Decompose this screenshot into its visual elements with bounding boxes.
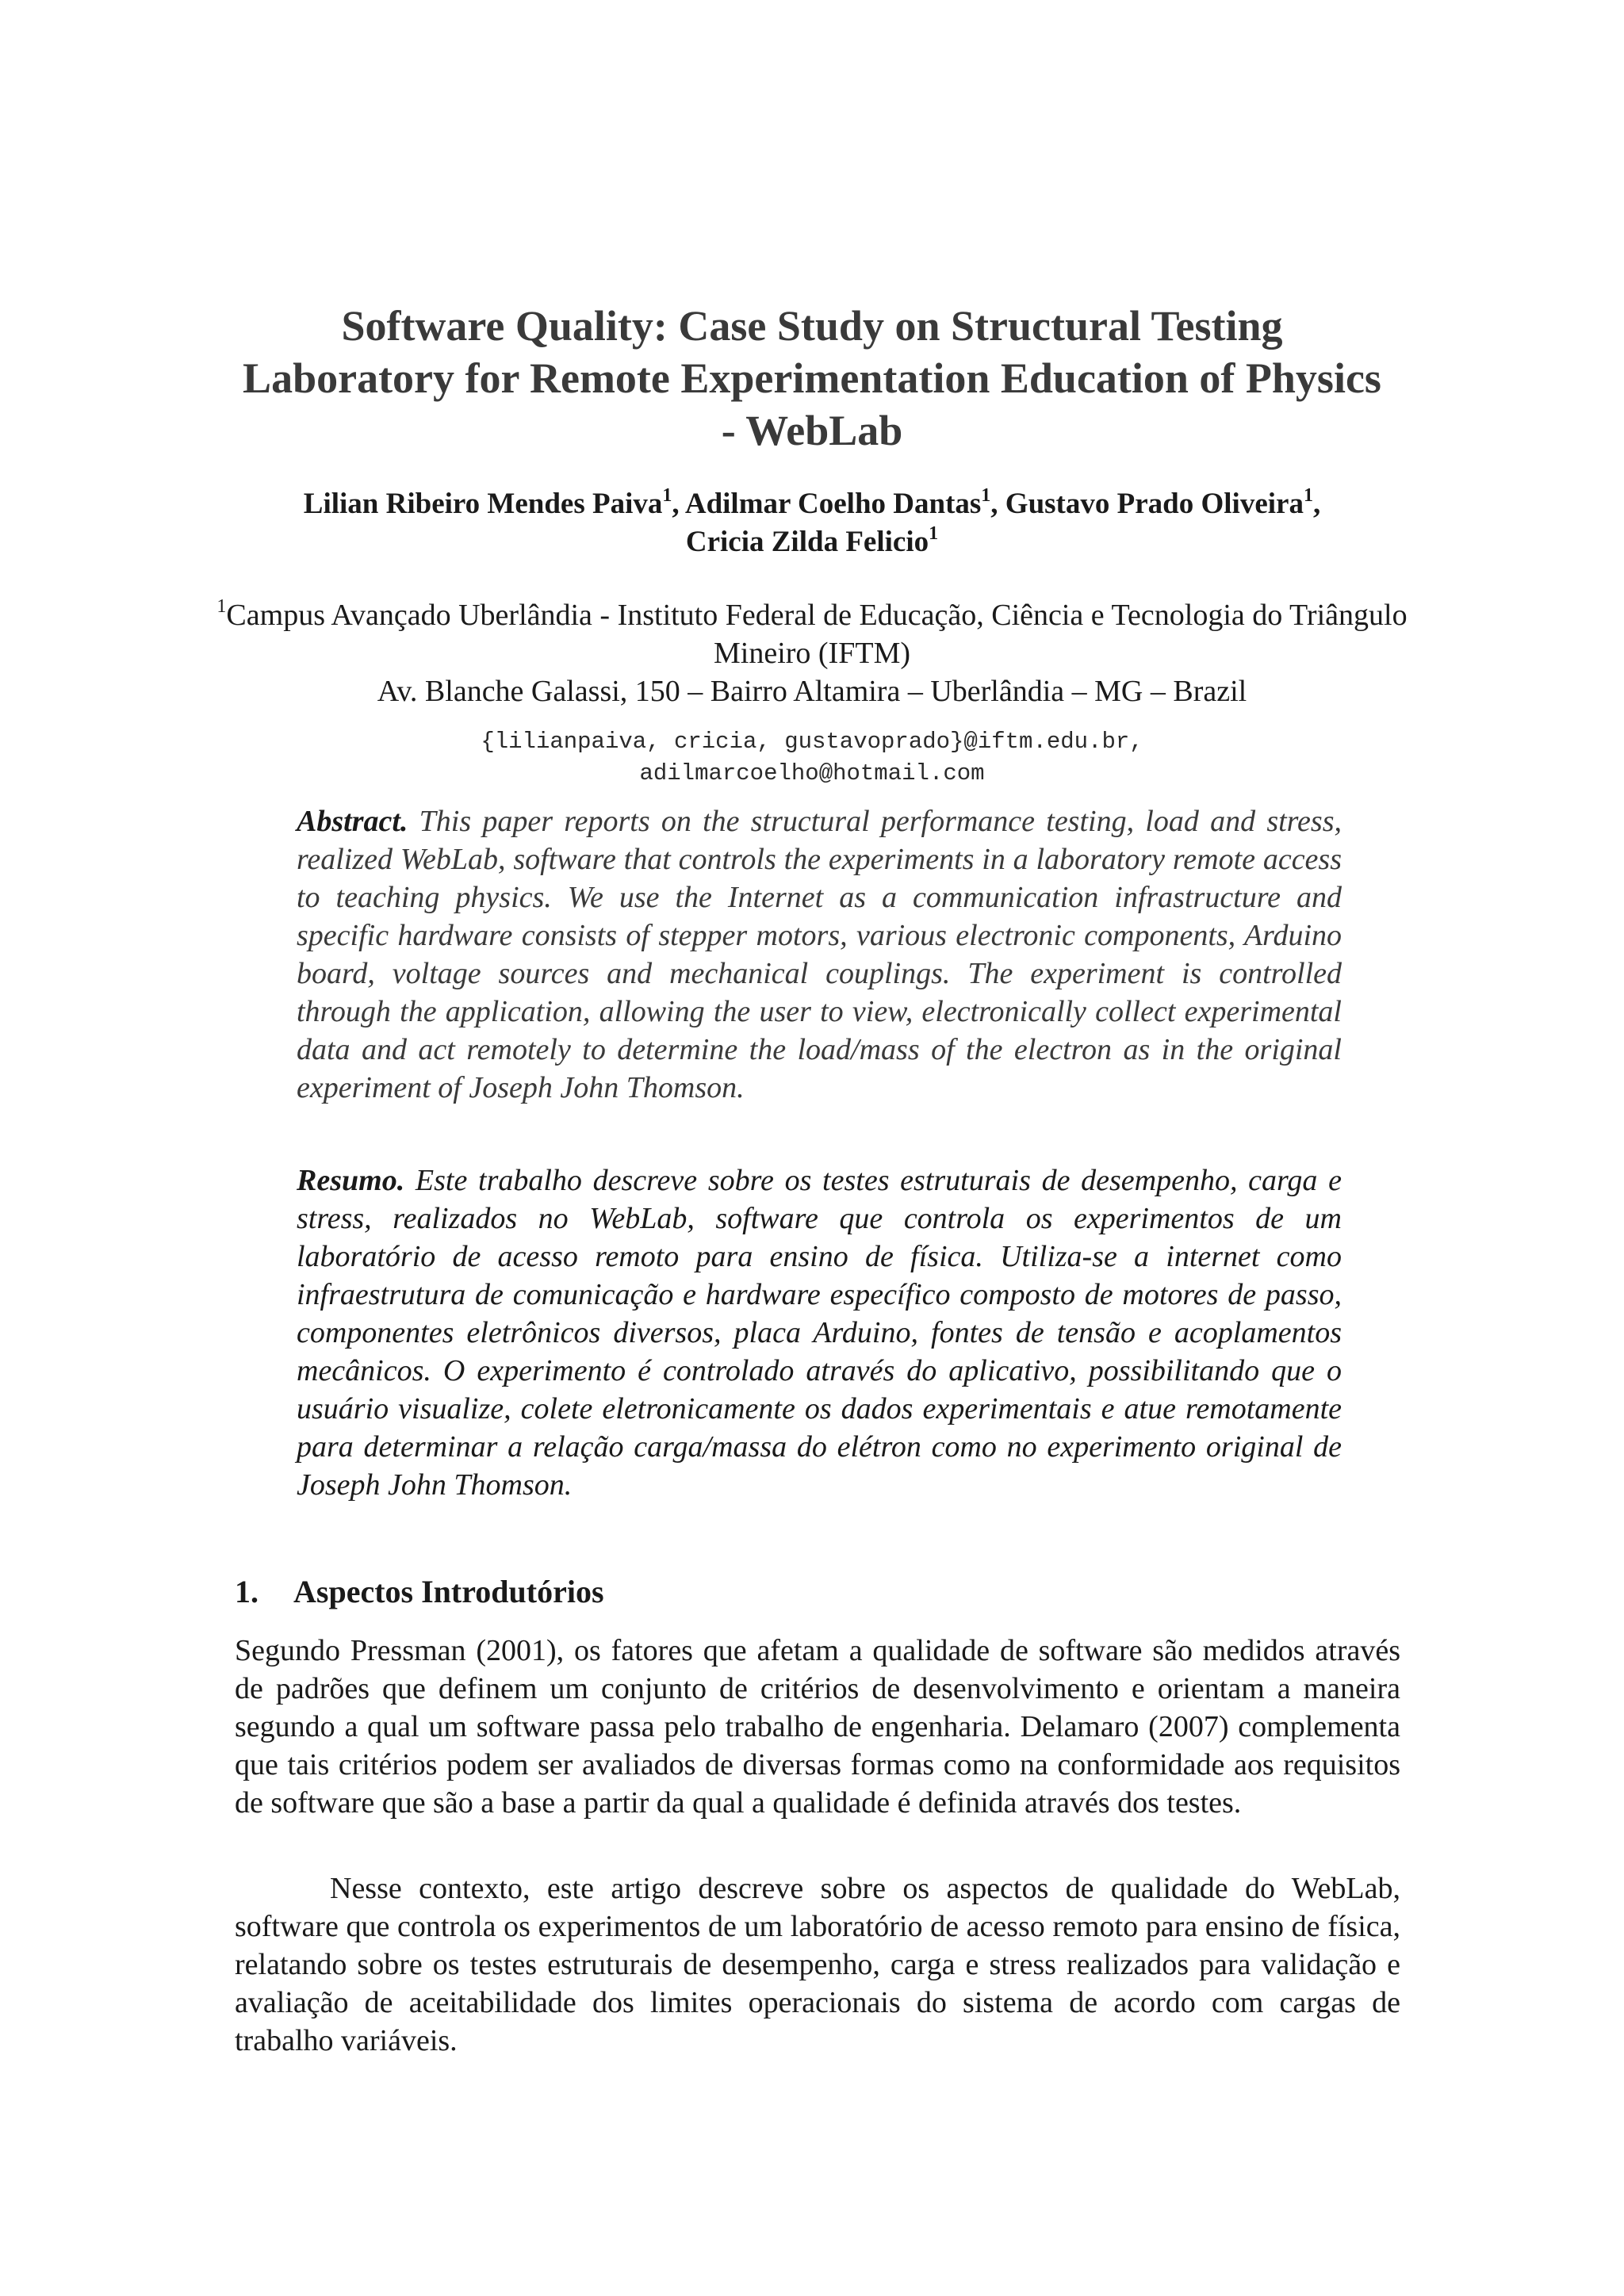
section-heading <box>235 1572 1392 1612</box>
paper-title: Software Quality: Case Study on Structural Testing Laboratory for Remote Experimentation Education of Physics - WebLab <box>243 302 1381 454</box>
section-number: 1. <box>235 1574 259 1609</box>
affiliation-address: Av. Blanche Galassi, 150 – Bairro Altamira – Uberlândia – MG – Brazil <box>377 675 1247 708</box>
abstract-text: This paper reports on the structural performance testing, load and stress, realized WebLab, software that controls the experiments in a laboratory remote access to teaching physics. We use the Internet as a communication infrastructure and specific hardware consists of stepper motors, various electronic components, Arduino board, voltage sources and mechanical couplings. The experiment is controlled through the application, allowing the user to view, electronically collect experimental data and act remotely to determine the load/mass of the electron as in the original experiment of Joseph John Thomson. <box>297 805 1342 1104</box>
author-name: Gustavo Prado Oliveira <box>1005 488 1304 520</box>
author-affiliation-mark: 1 <box>929 522 939 544</box>
author-emails <box>206 726 1418 790</box>
section-title: Aspectos Introdutórios <box>293 1574 604 1609</box>
affiliation-institution: Campus Avançado Uberlândia - Instituto Federal de Educação, Ciência e Tecnologia do Triângulo Mineiro (IFTM) <box>226 599 1408 670</box>
resumo <box>297 1161 1342 1504</box>
abstract <box>297 802 1342 1107</box>
email-line: {lilianpaiva, cricia, gustavoprado}@iftm.edu.br, <box>481 729 1143 755</box>
author-affiliation-mark: 1 <box>662 484 672 506</box>
resumo-label: Resumo. <box>297 1164 405 1197</box>
email-line: adilmarcoelho@hotmail.com <box>639 760 985 786</box>
body-paragraph: Nesse contexto, este artigo descreve sobre os aspectos de qualidade do WebLab, software que controla os experimentos de um laboratório de acesso remoto para ensino de física, relatando sobre os testes estruturais de desempenho, carga e stress realizados para validação e avaliação de aceitabilidade dos limites operacionais do sistema de acordo com cargas de trabalho variáveis. <box>235 1872 1400 2057</box>
author-list: Lilian Ribeiro Mendes Paiva$^1$, Adilmar Coelho Dantas$^1$, Gustavo Prado Oliveira$^1$, Cricia Zilda Felicio$^1$ <box>303 484 1321 558</box>
resumo-text: Este trabalho descreve sobre os testes estruturais de desempenho, carga e stress, realizados no WebLab, software que controla os experimentos de um laboratório de acesso remoto para ensino de física. Utiliza-se a internet como infraestrutura de comunicação e hardware específico composto de motores de passo, componentes eletrônicos diversos, placa Arduino, fontes de tensão e acoplamentos mecânicos. O experimento é controlado através do aplicativo, possibilitando que o usuário visualize, colete eletronicamente os dados experimentais e atue remotamente para determinar a relação carga/massa do elétron como no experimento original de Joseph John Thomson. <box>297 1164 1342 1502</box>
author-name: Adilmar Coelho Dantas <box>684 488 982 520</box>
affiliation-mark: 1 <box>216 596 227 618</box>
abstract-label: Abstract. <box>297 805 408 838</box>
author-name: Lilian Ribeiro Mendes Paiva <box>303 488 663 520</box>
affiliation <box>206 596 1418 710</box>
author-affiliation-mark: 1 <box>1303 484 1313 506</box>
author-name: Cricia Zilda Felicio <box>685 526 929 558</box>
author-affiliation-mark: 1 <box>981 484 991 506</box>
body-paragraph: Segundo Pressman (2001), os fatores que afetam a qualidade de software são medidos através de padrões que definem um conjunto de critérios de desenvolvimento e orientam a maneira segundo a qual um software passa pelo trabalho de engenharia. Delamaro (2007) complementa que tais critérios podem ser avaliados de diversas formas como na conformidade aos requisitos de software que são a base a partir da qual a qualidade é definida através dos testes. <box>235 1634 1400 1820</box>
